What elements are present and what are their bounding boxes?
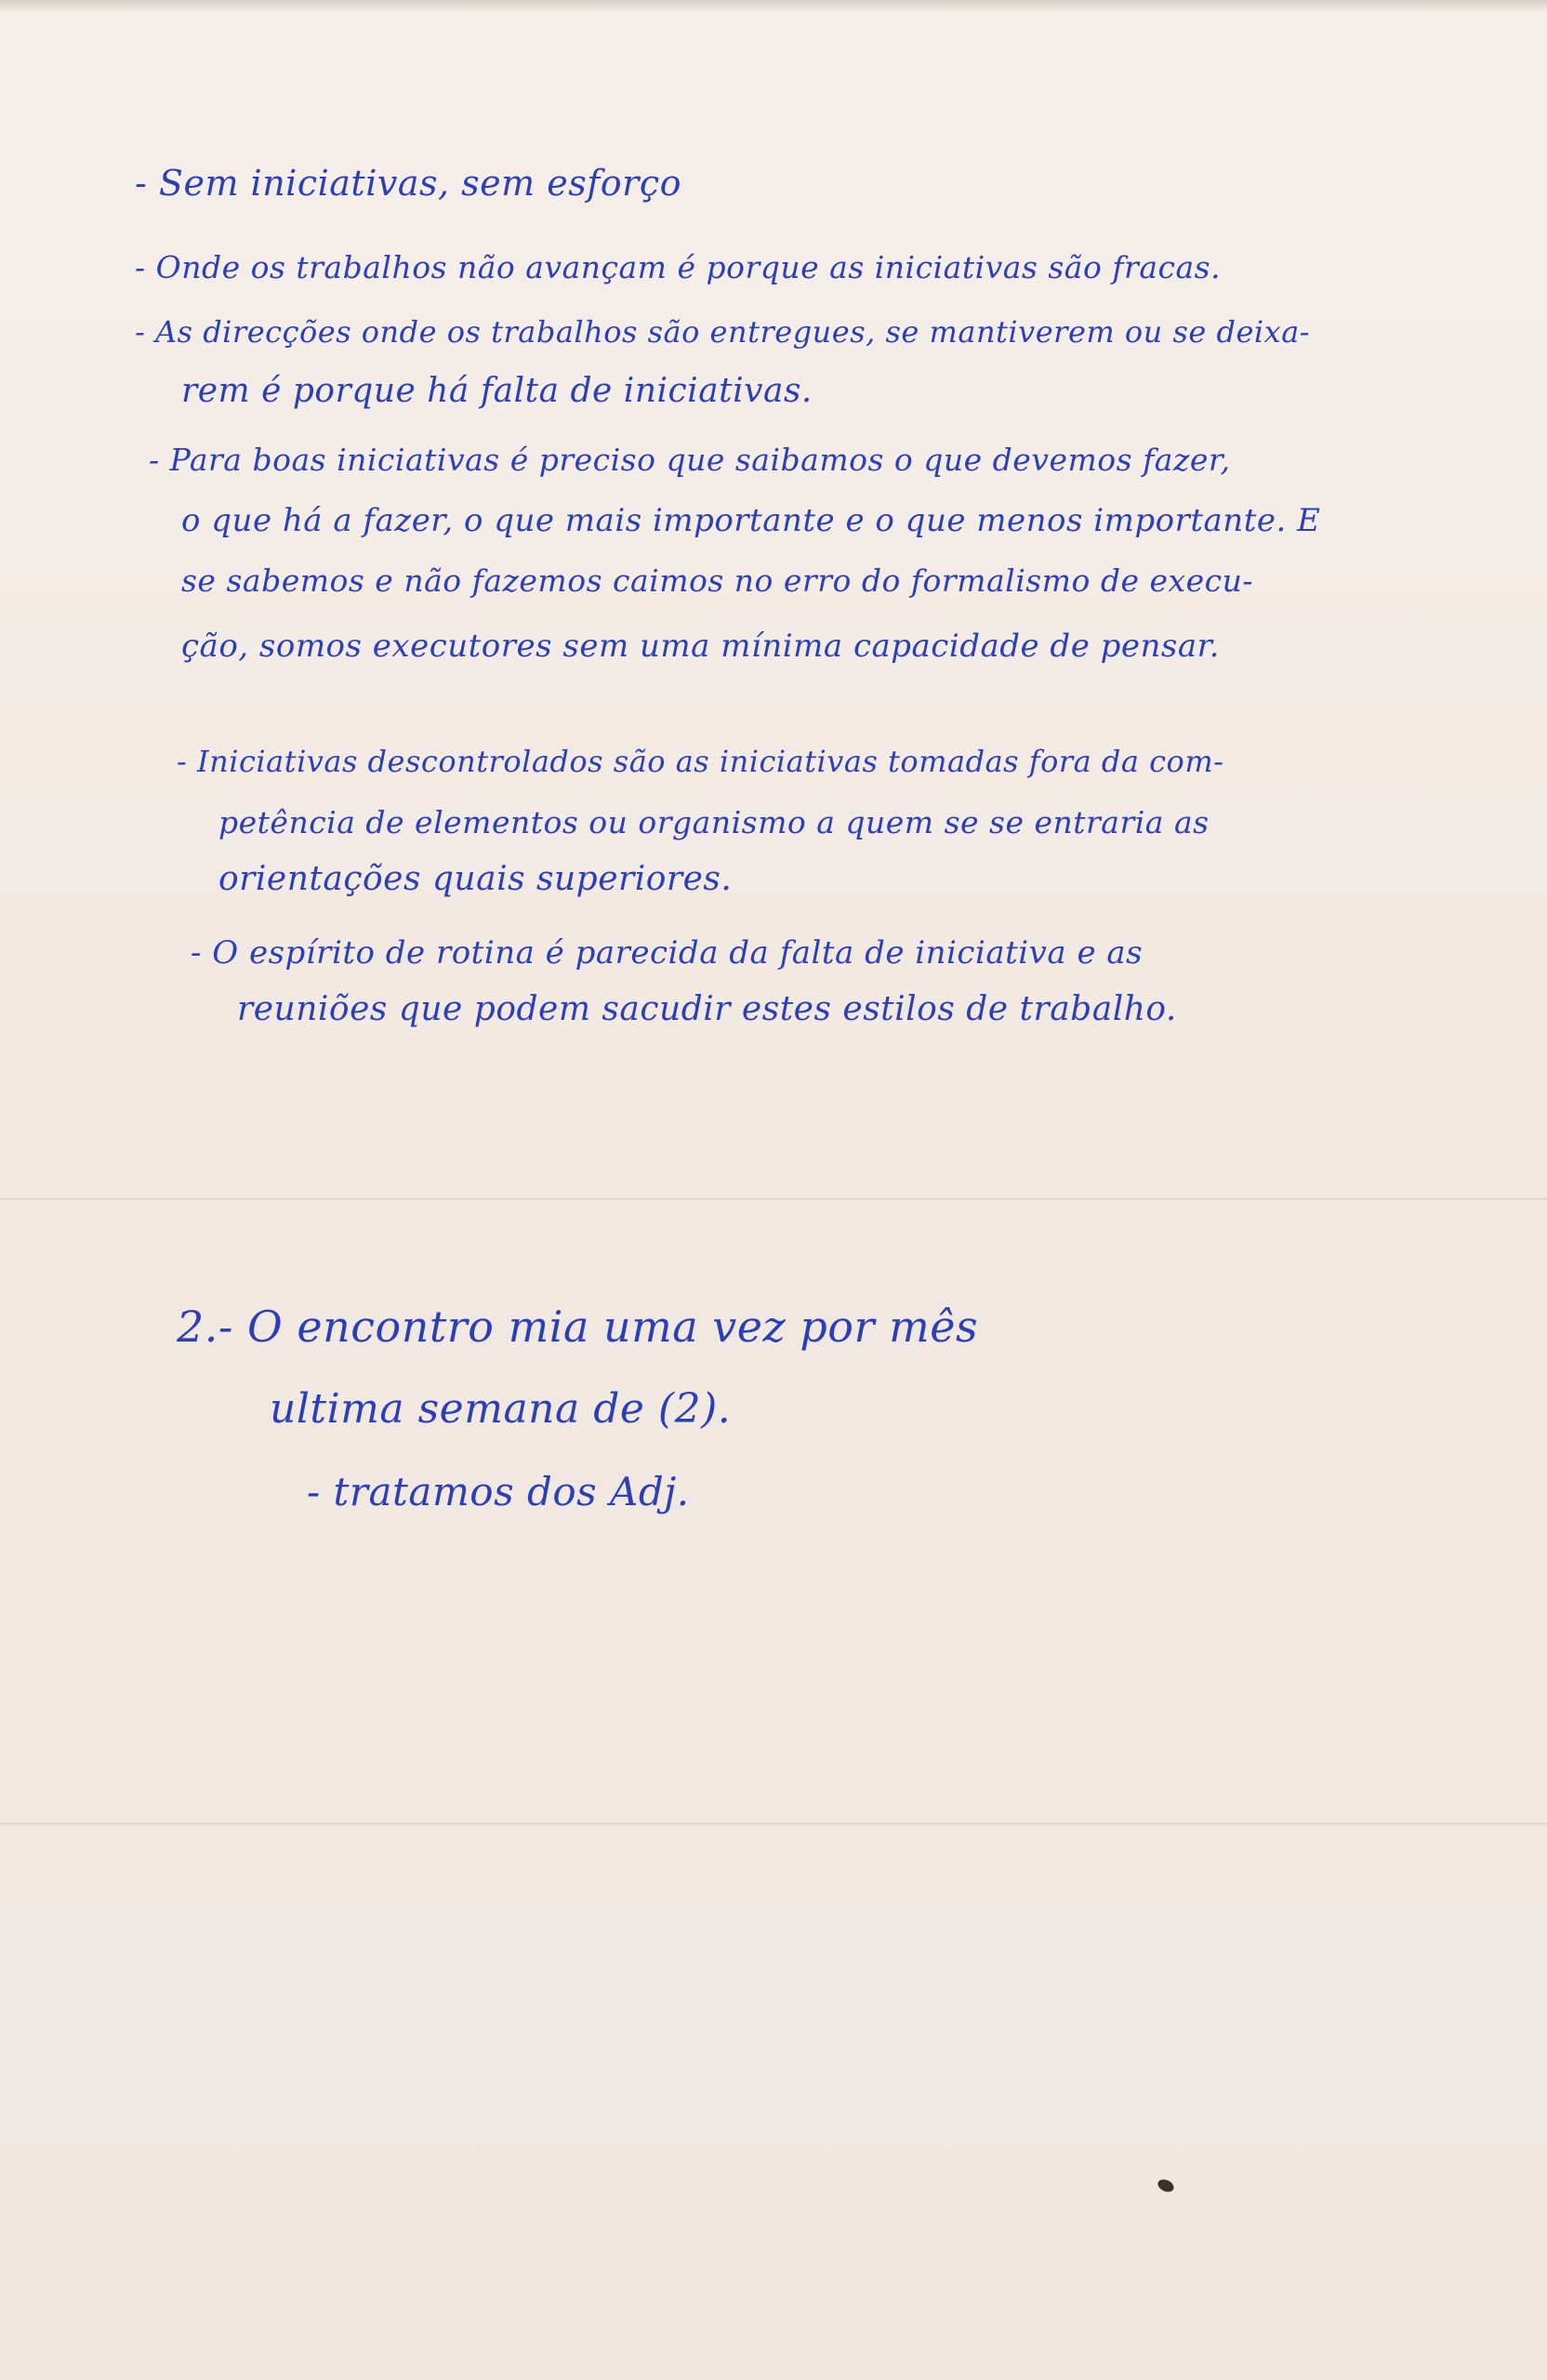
handwritten-line: 2.- O encontro mia uma vez por mês	[177, 1302, 979, 1352]
handwritten-line: ultima semana de (2).	[270, 1385, 732, 1433]
handwritten-line: reuniões que podem sacudir estes estilos de trabalho.	[237, 990, 1177, 1028]
paper-top-edge	[0, 0, 1547, 13]
handwritten-line: ção, somos executores sem uma mínima capacidade de pensar.	[181, 628, 1220, 665]
handwritten-line: - O espírito de rotina é parecida da falta de iniciativa e as	[191, 934, 1144, 972]
handwritten-line: - Sem iniciativas, sem esforço	[135, 163, 681, 204]
handwritten-line: - Onde os trabalhos não avançam é porque as iniciativas são fracas.	[135, 249, 1222, 285]
handwritten-line: - Para boas iniciativas é preciso que saibamos o que devemos fazer,	[149, 442, 1231, 478]
paper-fold	[0, 1822, 1547, 1825]
handwritten-line: - As direcções onde os trabalhos são entregues, se mantiverem ou se deixa-	[135, 314, 1311, 350]
handwritten-line: petência de elementos ou organismo a quem se se entraria as	[218, 804, 1210, 840]
handwritten-line: - tratamos dos Adj.	[307, 1469, 690, 1514]
handwritten-line: - Iniciativas descontrolados são as iniciativas tomadas fora da com-	[177, 744, 1224, 779]
handwritten-line: rem é porque há falta de iniciativas.	[181, 372, 813, 410]
handwritten-line: orientações quais superiores.	[218, 860, 733, 898]
paper-fold	[0, 1197, 1547, 1200]
handwritten-line: o que há a fazer, o que mais importante e o que menos importante. E	[181, 502, 1321, 539]
handwritten-line: se sabemos e não fazemos caimos no erro do formalismo de execu-	[181, 562, 1254, 599]
